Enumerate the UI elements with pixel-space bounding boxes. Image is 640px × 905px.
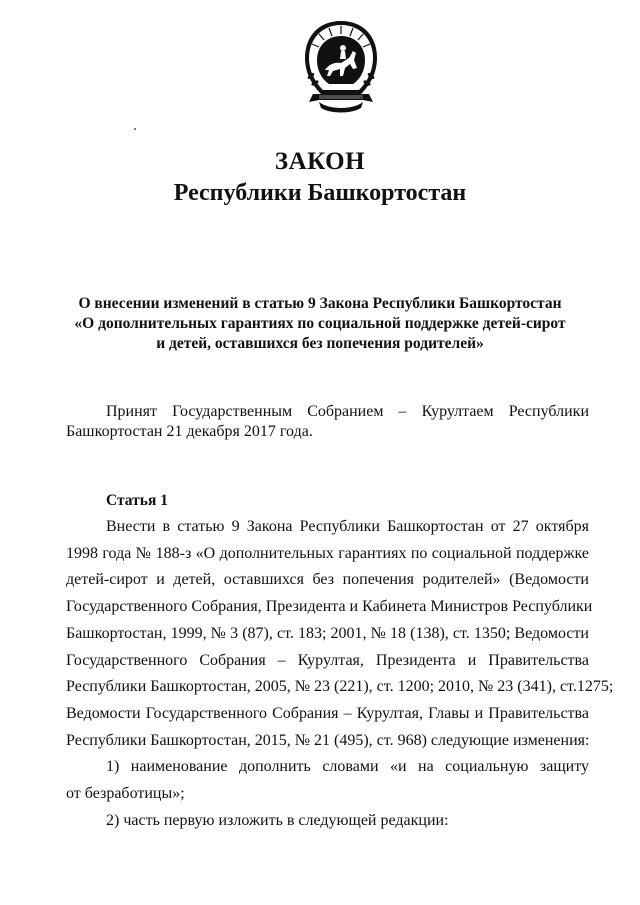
body-line: Государственного Собрания – Курултая, Президента и Правительства (66, 651, 589, 669)
adoption-line-2: Башкортостан 21 декабря 2017 года. (66, 423, 313, 440)
title-law: ЗАКОН (274, 148, 366, 175)
adoption-line-1: Принят Государственным Собранием – Курултаем Республики (106, 403, 589, 420)
body-line: Внести в статью 9 Закона Республики Башкортостан от 27 октября (106, 518, 589, 535)
body-line: детей-сирот и детей, оставшихся без попечения родителей» (Ведомости (66, 571, 589, 589)
item-2: 2) часть первую изложить в следующей редакции: (106, 811, 449, 829)
body-line: Республики Башкортостан, 2015, № 21 (495), ст. 968) следующие изменения: (66, 731, 590, 749)
subject-line-3: и детей, оставшихся без попечения родителей» (156, 335, 484, 352)
body-line: 1998 года № 188-з «О дополнительных гарантиях по социальной поддержке (66, 544, 589, 562)
bashkortostan-emblem (299, 18, 383, 116)
article-body (66, 514, 614, 834)
item-1-line-2: от безработицы»; (66, 785, 185, 803)
law-subject (60, 294, 580, 354)
item-1-line-1: 1) наименование дополнить словами «и на социальную защиту (106, 758, 589, 776)
body-line: Государственного Собрания, Президента и Кабинета Министров Республики (66, 598, 593, 616)
document-title (0, 149, 640, 205)
article-heading: Статья 1 (106, 492, 168, 509)
scan-speck (134, 128, 136, 130)
body-line: Республики Башкортостан, 2005, № 23 (221), ст. 1200; 2010, № 23 (341), ст.1275; (66, 678, 614, 696)
body-line: Ведомости Государственного Собрания – Курултая, Главы и Правительства (66, 704, 589, 722)
subject-line-1: О внесении изменений в статью 9 Закона Республики Башкортостан (78, 295, 562, 312)
title-republic: Республики Башкортостан (173, 180, 467, 206)
body-line: Башкортостан, 1999, № 3 (87), ст. 183; 2001, № 18 (138), ст. 1350; Ведомости (66, 624, 589, 642)
subject-line-2: «О дополнительных гарантиях по социальной поддержке детей-сирот (74, 315, 566, 332)
adoption-note (66, 402, 589, 442)
